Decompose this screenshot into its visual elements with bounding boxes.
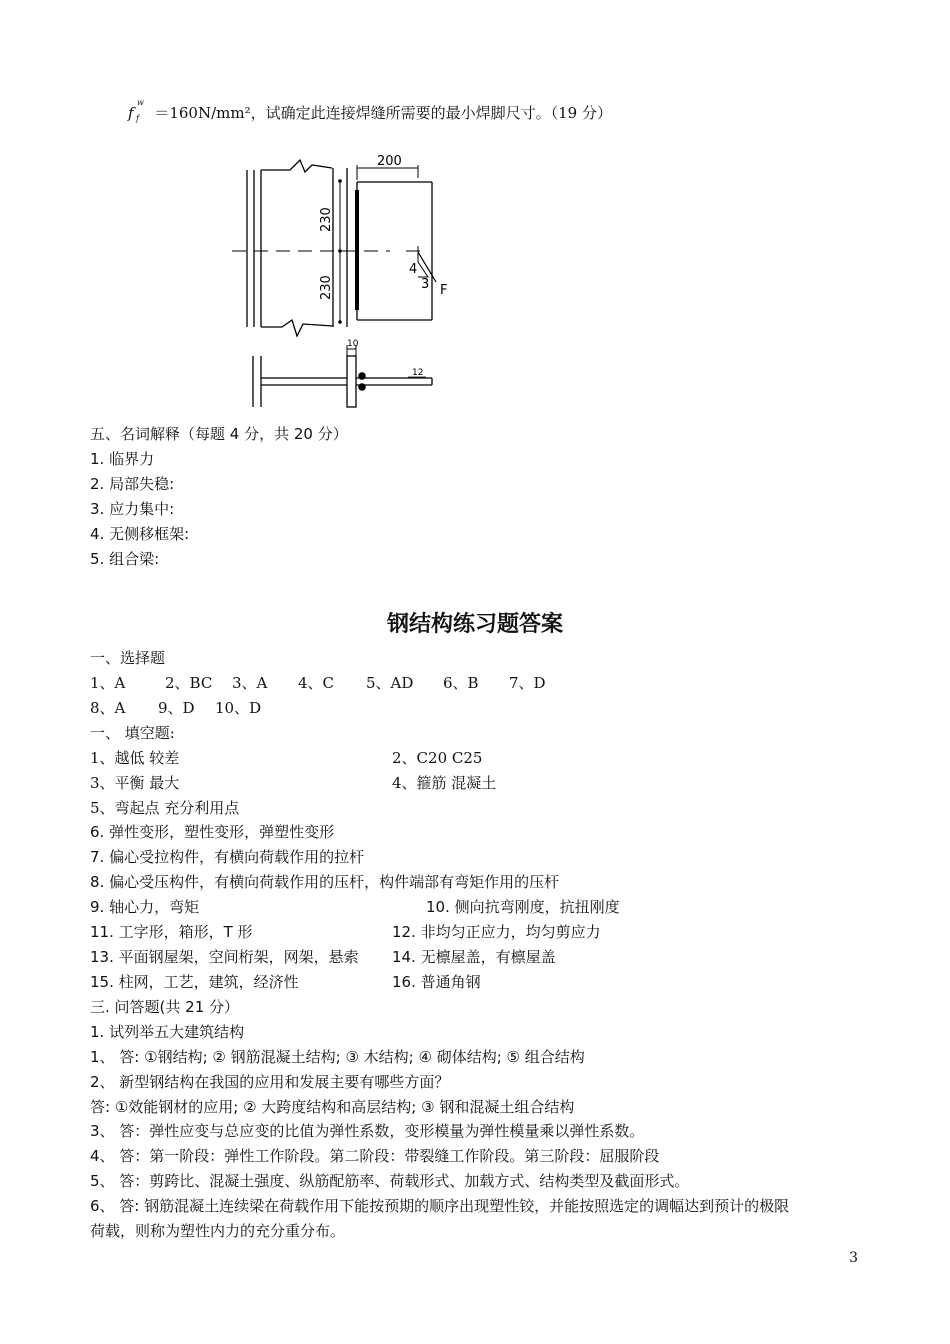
qa-line: 3、 答：弹性应变与总应变的比值为弹性系数，变形模量为弹性模量乘以弹性系数。 [90, 1122, 645, 1140]
section5-item: 4. 无侧移框架: [90, 525, 190, 543]
dim-12-label: 12 [412, 368, 424, 378]
section5-item: 1. 临界力 [90, 450, 155, 468]
fill-row: 13. 平面钢屋架，空间桁架，网架，悬索 14. 无檩屋盖，有檩屋盖 [90, 948, 556, 966]
slope-4-label: 4 [409, 262, 418, 277]
section5-item: 5. 组合梁: [90, 550, 160, 568]
formula-subscript: f [136, 114, 139, 123]
page-number: 3 [849, 1250, 858, 1266]
qa-line: 1. 试列举五大建筑结构 [90, 1023, 245, 1041]
weld-connection-figure [0, 0, 950, 420]
fill-row: 3、平衡 最大 4、箍筋 混凝土 [90, 774, 497, 792]
answers-title: 钢结构练习题答案 [386, 612, 563, 637]
question-tail-text: ＝160N/mm²，试确定此连接焊缝所需要的最小焊脚尺寸。（19 分） [154, 104, 612, 122]
dim-230-bottom-label: 230 [319, 275, 334, 300]
dim-200-label: 200 [377, 154, 402, 169]
qa-line: 4、 答：第一阶段：弹性工作阶段。第二阶段：带裂缝工作阶段。第三阶段：屈服阶段 [90, 1147, 660, 1165]
choice-heading: 一、选择题 [90, 649, 166, 667]
section5-item: 3. 应力集中: [90, 500, 175, 518]
fill-row: 1、越低 较差 2、C20 C25 [90, 749, 483, 767]
formula-superscript: w [137, 98, 144, 107]
section5-item: 2. 局部失稳: [90, 475, 175, 493]
fill-row: 5、弯起点 充分利用点 [90, 799, 240, 817]
qa-line: 2、 新型钢结构在我国的应用和发展主要有哪些方面？ [90, 1073, 450, 1091]
qa-line: 答: ①效能钢材的应用; ② 大跨度结构和高层结构; ③ 钢和混凝土组合结构 [90, 1098, 575, 1116]
dim-10-label: 10 [347, 339, 359, 349]
slope-3-label: 3 [421, 277, 430, 292]
fill-row: 7. 偏心受拉构件，有横向荷载作用的拉杆 [90, 848, 365, 866]
qa-line: 1、 答: ①钢结构; ② 钢筋混凝土结构; ③ 木结构; ④ 砌体结构; ⑤ 组合结构 [90, 1048, 585, 1066]
dim-230-top-label: 230 [319, 207, 334, 232]
qa-line: 6、 答: 钢筋混凝土连续梁在荷载作用下能按预期的顺序出现塑性铰，并能按照选定的调幅达到预计的极限 [90, 1197, 790, 1215]
formula-symbol: f w f [128, 98, 144, 123]
fill-row: 15. 柱网，工艺，建筑，经济性 16. 普通角钢 [90, 973, 481, 991]
qa-heading: 三. 问答题(共 21 分） [90, 998, 240, 1016]
section5-heading: 五、名词解释（每题 4 分，共 20 分） [90, 425, 348, 443]
fill-heading: 一、 填空题: [90, 724, 175, 742]
fill-row: 6. 弹性变形，塑性变形，弹塑性变形 [90, 823, 335, 841]
fill-row: 9. 轴心力，弯矩 10. 侧向抗弯刚度，抗扭刚度 [90, 898, 620, 916]
fill-row: 8. 偏心受压构件，有横向荷载作用的压杆，构件端部有弯矩作用的压杆 [90, 873, 560, 891]
force-F-label: F [440, 283, 448, 298]
qa-line: 荷载，则称为塑性内力的充分重分布。 [90, 1222, 346, 1240]
qa-line: 5、 答：剪跨比、混凝土强度、纵筋配筋率、荷载形式、加载方式、结构类型及截面形式。 [90, 1172, 690, 1190]
fill-row: 11. 工字形，箱形，T 形 12. 非均匀正应力，均匀剪应力 [90, 923, 601, 941]
